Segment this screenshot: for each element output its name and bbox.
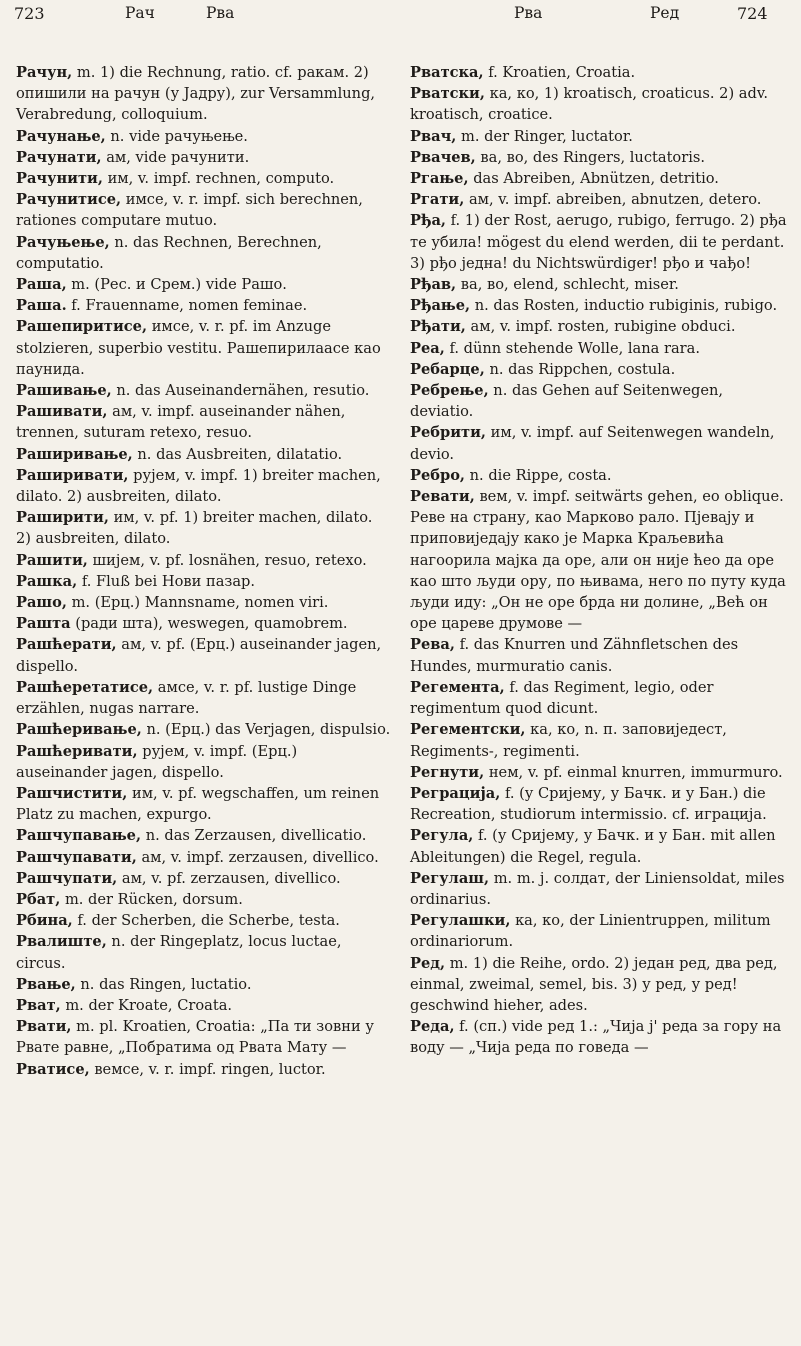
entry-definition: f. das Regiment, legio, oder regimentum quod dicunt. xyxy=(410,678,714,718)
dictionary-entry xyxy=(16,147,391,168)
entry-definition: ам, v. impf. auseinander nähen, trennen, suturam retexo, resuo. xyxy=(16,403,346,442)
dictionary-entry xyxy=(16,232,391,274)
entry-headword: Рбина, xyxy=(16,912,73,930)
entry-definition: f. 1) der Rost, aerugo, rubigo, ferrugo. 2) рђа те убила! mögest du elend werden, dii te perdant. 3) рђо једна! du Nichtswürdiger! рђо и чађо! xyxy=(410,212,787,272)
entry-headword: Рашчистити, xyxy=(16,784,128,802)
entry-definition: им, v. impf. rechnen, computo. xyxy=(107,170,335,188)
entry-headword: Рђав, xyxy=(410,276,457,294)
entry-definition: n. vide рачуњење. xyxy=(110,127,248,145)
entry-headword: Рбат, xyxy=(16,890,61,908)
entry-definition: ам, v. pf. zerzausen, divellico. xyxy=(121,869,341,887)
entry-definition: n. das Gehen auf Seitenwegen, deviatio. xyxy=(410,382,723,421)
entry-headword: Рашивати, xyxy=(16,403,108,421)
entry-headword: Рђа, xyxy=(410,212,446,230)
dictionary-entry xyxy=(16,401,391,443)
entry-headword: Регулаш, xyxy=(410,869,490,887)
dictionary-entry xyxy=(410,126,790,147)
entry-headword: Рачун, xyxy=(16,64,73,81)
entry-definition: имсе, v. r. pf. im Anzuge stolzieren, superbio vestitu. Рашепирилаасе као паунида. xyxy=(16,318,381,378)
entry-definition: f. Kroatien, Croatia. xyxy=(488,64,636,81)
entry-headword: Рашчупати, xyxy=(16,869,118,887)
entry-definition: m. 1) die Rechnung, ratio. cf. ракам. 2) опишили на рачун (у Jaдру), zur Versammlung, Verabredung, colloquium. xyxy=(16,64,376,124)
dictionary-entry xyxy=(16,380,391,401)
entry-definition: ам, vide рачунити. xyxy=(106,148,250,166)
dictionary-entry xyxy=(410,719,790,761)
entry-definition: f. der Scherben, die Scherbe, testa. xyxy=(77,912,340,930)
left-guide-word-first: Рач xyxy=(125,4,155,22)
dictionary-entry xyxy=(16,126,391,147)
entry-headword: Ргати, xyxy=(410,191,465,209)
entry-definition: n. der Ringeplatz, locus luctae, circus. xyxy=(16,933,342,972)
entry-headword: Раширити, xyxy=(16,509,109,527)
right-guide-word-first: Рва xyxy=(514,4,543,22)
entry-headword: Рашћерати, xyxy=(16,636,117,654)
entry-headword: Рачунитисе, xyxy=(16,191,122,209)
entry-definition: n. das Ausbreiten, dilatatio. xyxy=(137,445,343,463)
dictionary-entry xyxy=(16,677,391,719)
dictionary-entry xyxy=(410,825,790,867)
dictionary-entry xyxy=(16,719,391,740)
entry-definition: m. der Kroate, Croata. xyxy=(65,996,233,1014)
dictionary-entry xyxy=(16,825,391,846)
entry-definition: n. die Rippe, costa. xyxy=(469,466,612,484)
dictionary-entry xyxy=(16,995,391,1016)
dictionary-entry xyxy=(410,316,790,337)
dictionary-entry xyxy=(410,953,790,1017)
dictionary-entry xyxy=(410,338,790,359)
entry-definition: m. der Ringer, luctator. xyxy=(460,127,633,145)
entry-headword: Регемента, xyxy=(410,678,505,696)
entry-headword: Рашчупавање, xyxy=(16,827,142,845)
entry-definition: das Abreiben, Abnützen, detritio. xyxy=(473,170,719,188)
entry-headword: Рашчупавати, xyxy=(16,848,137,866)
entry-definition: нем, v. pf. einmal knurren, immurmuro. xyxy=(488,763,783,781)
entry-definition: m. (Ерц.) Mannsname, nomen viri. xyxy=(71,594,329,612)
entry-definition: рујем, v. impf. (Ерц.) auseinander jagen, dispello. xyxy=(16,742,298,781)
entry-headword: Рашка, xyxy=(16,572,78,590)
dictionary-entry xyxy=(410,83,790,125)
entry-headword: Реграција, xyxy=(410,784,501,802)
dictionary-entry xyxy=(16,910,391,931)
entry-headword: Рашити, xyxy=(16,551,88,569)
dictionary-entry xyxy=(16,889,391,910)
entry-definition: m. m. j. солдат, der Liniensoldat, miles ordinarius. xyxy=(410,869,785,908)
dictionary-entry xyxy=(410,783,790,825)
entry-headword: Раша, xyxy=(16,276,67,294)
entry-headword: Рват, xyxy=(16,996,61,1014)
entry-definition: m. (Рес. и Срем.) vide Рашо. xyxy=(71,276,287,294)
dictionary-entry xyxy=(410,762,790,783)
dictionary-entry xyxy=(16,62,391,126)
entry-headword: Рвање, xyxy=(16,975,76,993)
entry-definition: ка, ко, n. п. заповиједест, Regiments-, regimenti. xyxy=(410,721,727,760)
entry-definition: n. das Rosten, inductio rubiginis, rubigo. xyxy=(474,297,778,315)
entry-definition: n. (Ерц.) das Verjagen, dispulsio. xyxy=(146,721,391,739)
entry-definition: m. der Rücken, dorsum. xyxy=(64,890,243,908)
entry-definition: f. (у Сријему, у Бачк. и у Бан.) die Recreation, studiorum intermissio. cf. играција. xyxy=(410,784,767,824)
dictionary-entry xyxy=(16,316,391,380)
right-page-number: 724 xyxy=(737,4,768,23)
entry-definition: n. das Auseinandernähen, resutio. xyxy=(116,382,370,400)
entry-definition: f. das Knurren und Zähnfletschen des Hundes, murmuratio canis. xyxy=(410,636,739,675)
entry-headword: Раширивати, xyxy=(16,466,129,484)
dictionary-entry xyxy=(16,571,391,592)
dictionary-entry xyxy=(410,677,790,719)
entry-definition: ам, v. pf. (Ерц.) auseinander jagen, dispello. xyxy=(16,636,382,675)
entry-headword: Рватски, xyxy=(410,85,485,103)
entry-definition: ва, во, des Ringers, luctatoris. xyxy=(480,148,705,166)
dictionary-entry xyxy=(16,507,391,549)
dictionary-entry xyxy=(410,380,790,422)
dictionary-entry xyxy=(410,168,790,189)
running-header xyxy=(0,4,801,64)
entry-headword: Рвачев, xyxy=(410,148,476,166)
entry-definition: шијем, v. pf. losnähen, resuo, retexo. xyxy=(92,551,367,569)
entry-definition: n. das Zerzausen, divellicatio. xyxy=(145,827,367,845)
entry-definition: f. Fluß bei Нови пазар. xyxy=(81,572,256,590)
entry-definition: f. (сп.) vide ред 1.: „Чија ј' реда за гору на воду — „Чија реда по говеда — xyxy=(410,1018,782,1057)
right-column xyxy=(410,62,790,1059)
entry-headword: Рђати, xyxy=(410,318,466,336)
dictionary-entry xyxy=(410,465,790,486)
entry-headword: Ребарце, xyxy=(410,360,485,378)
entry-definition: им, v. pf. 1) breiter machen, dilato. 2) ausbreiten, dilato. xyxy=(16,509,373,548)
entry-headword: Ргање, xyxy=(410,170,469,188)
entry-headword: Рватска, xyxy=(410,64,484,81)
entry-headword: Рева, xyxy=(410,636,455,654)
entry-headword: Ребрење, xyxy=(410,382,489,400)
entry-headword: Рђање, xyxy=(410,297,471,315)
dictionary-entry xyxy=(16,1016,391,1058)
entry-definition: имсе, v. r. impf. sich berechnen, rationes computare mutuo. xyxy=(16,191,363,230)
entry-definition: ам, v. impf. zerzausen, divellico. xyxy=(141,848,379,866)
dictionary-entry xyxy=(16,741,391,783)
entry-headword: Раширивање, xyxy=(16,445,133,463)
dictionary-entry xyxy=(16,592,391,613)
dictionary-entry xyxy=(410,210,790,274)
dictionary-entry xyxy=(410,274,790,295)
dictionary-entry xyxy=(410,868,790,910)
dictionary-entry xyxy=(410,910,790,952)
entry-headword: Рвач, xyxy=(410,127,457,145)
dictionary-entry xyxy=(16,189,391,231)
entry-headword: Раша. xyxy=(16,297,67,315)
entry-definition: им, v. pf. wegschaffen, um reinen Platz zu machen, expurgo. xyxy=(16,784,380,824)
entry-headword: Регула, xyxy=(410,827,474,845)
dictionary-entry xyxy=(16,931,391,973)
entry-headword: Регулашки, xyxy=(410,912,511,930)
dictionary-entry xyxy=(16,868,391,889)
entry-headword: Рашивање, xyxy=(16,382,112,400)
entry-definition: n. das Rippchen, costula. xyxy=(489,360,676,378)
entry-headword: Рачунање, xyxy=(16,127,106,145)
dictionary-entry xyxy=(410,634,790,676)
entry-headword: Рашћеривати, xyxy=(16,742,138,760)
entry-definition: f. (у Сријему, у Бачк. и у Бан. mit allen Ableitungen) die Regel, regula. xyxy=(410,827,776,866)
dictionary-entry xyxy=(410,62,790,83)
entry-headword: Рватисе, xyxy=(16,1060,90,1078)
entry-headword: Рашћеретатисе, xyxy=(16,678,154,696)
dictionary-entry xyxy=(410,422,790,464)
dictionary-entry xyxy=(16,465,391,507)
entry-headword: Регементски, xyxy=(410,721,526,739)
entry-definition: вем, v. impf. seitwärts gehen, eo oblique. Реве на страну, као Марково рало. Пјевају и приповиједају како је Марка Краљевића нагоорила мајка да оре, али он није ћео да оре као што људи ору, по њивама, него по путу куда људи иду: „Он не оре брда ни долине, „Већ он оре цареве друмове — xyxy=(410,488,786,633)
dictionary-entry xyxy=(16,168,391,189)
entry-headword: Рашћеривање, xyxy=(16,721,142,739)
entry-headword: Ребрити, xyxy=(410,424,486,442)
dictionary-entry xyxy=(410,295,790,316)
right-guide-word-last: Ред xyxy=(650,4,680,22)
dictionary-entry xyxy=(16,444,391,465)
entry-headword: Рачуњење, xyxy=(16,233,110,251)
entry-headword: Реда, xyxy=(410,1018,455,1036)
entry-definition: ка, ко, 1) kroatisch, croaticus. 2) adv. kroatisch, croatice. xyxy=(410,85,768,124)
dictionary-entry xyxy=(16,634,391,676)
entry-definition: им, v. impf. auf Seitenwegen wandeln, devio. xyxy=(410,424,775,463)
dictionary-entry xyxy=(410,147,790,168)
dictionary-entry xyxy=(16,783,391,825)
entry-definition: ам, v. impf. abreiben, abnutzen, detero. xyxy=(468,191,762,209)
dictionary-entry xyxy=(16,847,391,868)
entry-definition: ка, ко, der Linientruppen, militum ordinariorum. xyxy=(410,912,771,951)
dictionary-entry xyxy=(16,613,391,634)
dictionary-entry xyxy=(410,486,790,634)
entry-definition: n. das Ringen, luctatio. xyxy=(80,975,252,993)
entry-definition: n. das Rechnen, Berechnen, computatio. xyxy=(16,233,322,272)
dictionary-entry xyxy=(16,295,391,316)
dictionary-entry xyxy=(410,359,790,380)
dictionary-entry xyxy=(16,550,391,571)
entry-headword: Ревати, xyxy=(410,488,475,506)
entry-definition: f. dünn stehende Wolle, lana rara. xyxy=(449,339,700,357)
entry-headword: Рашта xyxy=(16,615,71,633)
entry-definition: f. Frauenname, nomen feminae. xyxy=(71,297,308,315)
entry-definition: m. 1) die Reihe, ordo. 2) један ред, два ред, einmal, zweimal, semel, bis. 3) у ред, у ред! geschwind hieher, ades. xyxy=(410,954,778,1014)
dictionary-entry xyxy=(410,1016,790,1058)
entry-definition: (ради шта), weswegen, quamobrem. xyxy=(75,615,348,633)
entry-definition: вемсе, v. r. impf. ringen, luctor. xyxy=(94,1060,326,1078)
entry-headword: Рачунати, xyxy=(16,148,102,166)
entry-headword: Рашо, xyxy=(16,594,67,612)
dictionary-entry xyxy=(16,974,391,995)
entry-definition: рујем, v. impf. 1) breiter machen, dilato. 2) ausbreiten, dilato. xyxy=(16,466,381,506)
entry-definition: m. pl. Kroatien, Croatia: „Па ти зовни у Рвате равне, „Побратима од Рвата Мату — xyxy=(16,1018,374,1057)
entry-headword: Регнути, xyxy=(410,763,485,781)
entry-headword: Рашепиритисе, xyxy=(16,318,148,336)
entry-headword: Реа, xyxy=(410,339,445,357)
dictionary-entry xyxy=(410,189,790,210)
entry-definition: ам, v. impf. rosten, rubigine obduci. xyxy=(470,318,736,336)
entry-definition: амсе, v. r. pf. lustige Dinge erzählen, nugas narrare. xyxy=(16,678,357,718)
entry-headword: Рачунити, xyxy=(16,170,103,188)
left-page-number: 723 xyxy=(14,4,45,23)
left-column xyxy=(16,62,391,1080)
entry-headword: Рвати, xyxy=(16,1018,72,1036)
left-guide-word-last: Рва xyxy=(206,4,235,22)
dictionary-entry xyxy=(16,274,391,295)
entry-headword: Ребро, xyxy=(410,466,466,484)
dictionary-entry xyxy=(16,1059,391,1080)
entry-headword: Ред, xyxy=(410,954,446,972)
entry-definition: ва, во, elend, schlecht, miser. xyxy=(460,276,679,294)
entry-headword: Рвалиште, xyxy=(16,933,107,951)
